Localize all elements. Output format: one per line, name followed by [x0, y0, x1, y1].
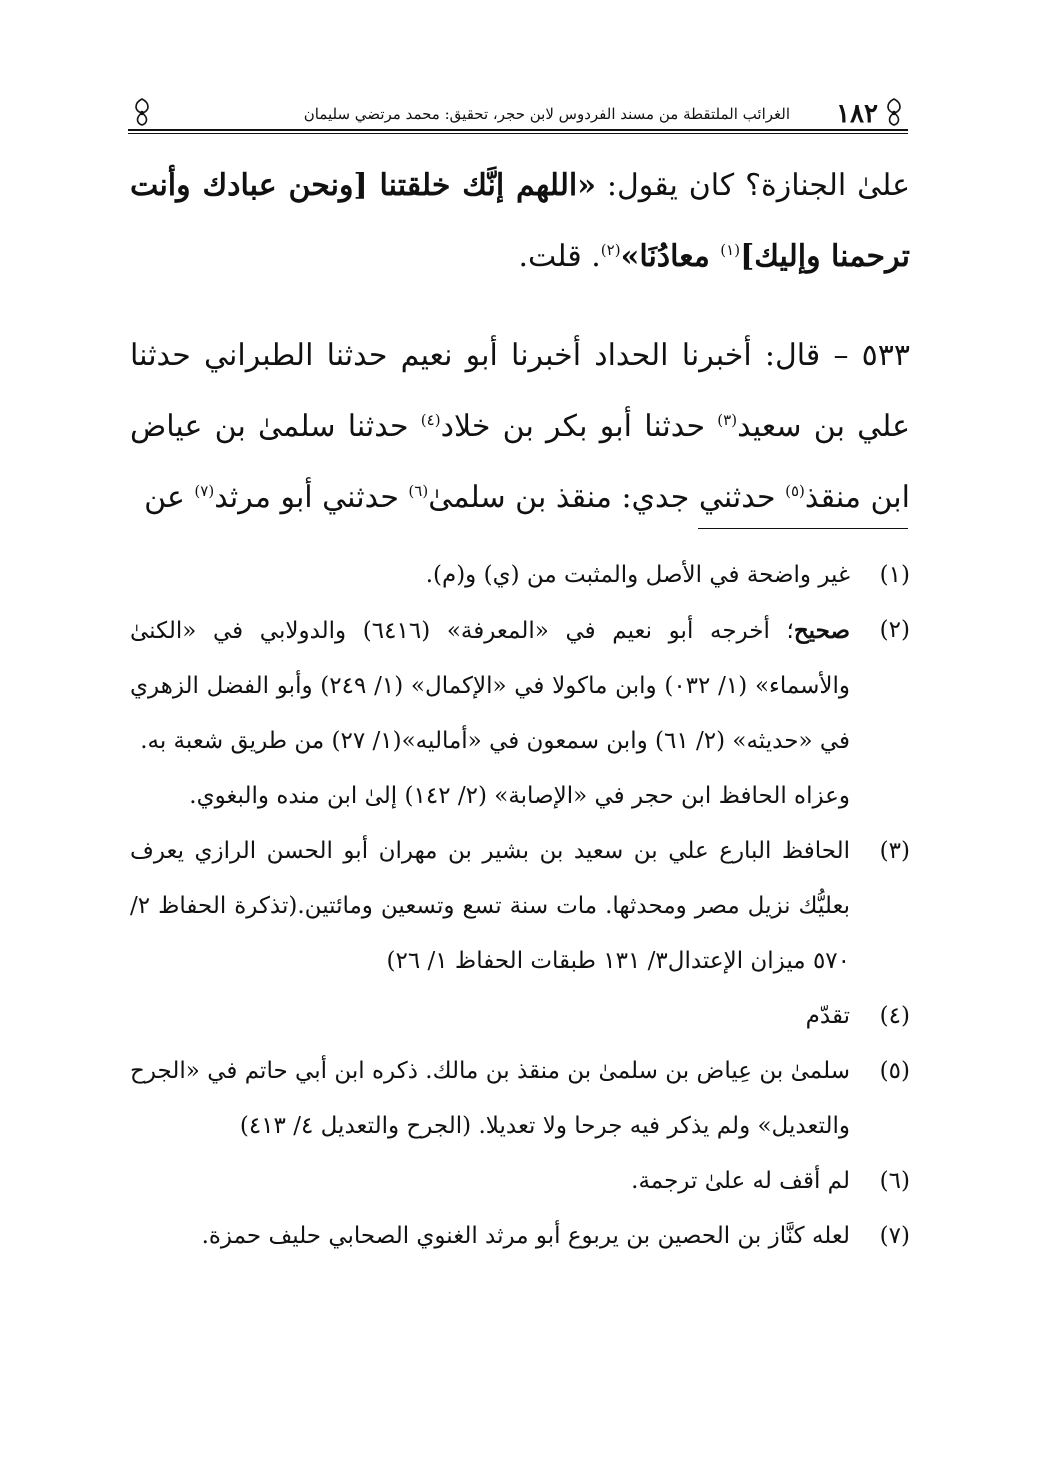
footnote-text: غير واضحة في الأصل والمثبت من (ي) و(م).: [425, 562, 850, 588]
body-text: علىٰ الجنازة؟ كان يقول:: [595, 168, 910, 203]
running-title: الغرائب الملتقطة من مسند الفردوس لابن حجر، تحقيق: محمد مرتضي سليمان: [303, 105, 790, 123]
footnote-ref[interactable]: (٦): [408, 482, 429, 500]
grading-keyword: صحيح: [793, 617, 850, 644]
footnote-text: الحافظ البارع علي بن سعيد بن بشير بن مهران أبو الحسن الرازي يعرف بعليُّك نزيل مصر ومحدثها. مات سنة تسع وتسعين ومائتين.(تذكرة الحفاظ ٢/ ٥٧٠ ميزان الإعتدال٣/ ١٣١ طبقات الحفاظ ١/ ٢٦): [130, 838, 850, 974]
hadith-text: معادُنَا»: [620, 239, 721, 274]
ornament-icon: [880, 97, 908, 127]
footnote-number: (١): [879, 562, 910, 588]
footnote-number: (٤): [879, 1003, 910, 1029]
body-text: حدثنا سلمىٰ بن عياض ابن منقذ: [130, 409, 910, 515]
footnote-ref[interactable]: (٥): [785, 482, 805, 500]
footnote-number: (٥): [879, 1058, 910, 1084]
footnote-ref[interactable]: (٧): [194, 482, 215, 500]
body-text: . قلت.: [518, 239, 601, 274]
footnote-4: [130, 989, 910, 1044]
footnote-text: سلمىٰ بن عِياض بن سلمىٰ بن منقذ بن مالك. ذكره ابن أبي حاتم في «الجرح والتعديل» ولم يذكر فيه جرحا ولا تعديلا. (الجرح والتعديل ٤/ ٤١٣): [130, 1058, 850, 1139]
footnote-ref[interactable]: (٣): [717, 411, 738, 429]
footnote-number: (٧): [879, 1223, 910, 1249]
body-text: ٥٣٣ – قال: أخبرنا الحداد أخبرنا أبو نعيم حدثنا الطبراني حدثنا علي بن سعيد: [130, 338, 911, 444]
hadith-text: «اللهم إنَّك خلقتنا [ونحن عبادك وأنت ترحمنا وإليك]: [130, 168, 910, 274]
footnote-ref[interactable]: (٢): [600, 241, 621, 259]
footnote-ref[interactable]: (٤): [420, 411, 441, 429]
page-number: ١٨٢: [836, 99, 878, 129]
body-text: عن: [144, 480, 195, 515]
footnote-5: [130, 1044, 910, 1154]
footnote-ref[interactable]: (١): [720, 241, 741, 259]
footnote-separator: [698, 528, 908, 529]
paragraph-continuation: [130, 150, 910, 292]
footnote-number: (٢): [879, 617, 910, 643]
footnote-1: [130, 548, 910, 603]
header-rule-thin: [128, 133, 908, 134]
ornament-icon: [128, 97, 156, 127]
footnote-text: لعله كنَّاز بن الحصين بن يربوع أبو مرثد الغنوي الصحابي حليف حمزة.: [201, 1223, 850, 1249]
footnote-7: [130, 1209, 910, 1264]
footnote-number: (٦): [879, 1168, 910, 1194]
body-text: حدثنا أبو بكر بن خلاد: [440, 409, 718, 444]
body-text: حدثني أبو مرثد: [214, 480, 409, 515]
footnote-3: [130, 824, 910, 989]
footnote-text: لم أقف له علىٰ ترجمة.: [631, 1168, 850, 1194]
body-text: حدثني جدي: منقذ بن سلمىٰ: [428, 480, 786, 515]
header-rule: [128, 129, 908, 131]
footnote-number: (٣): [879, 838, 910, 864]
page-header: [128, 95, 908, 135]
footnotes: [130, 548, 910, 1264]
footnote-text: تقدّم: [805, 1003, 850, 1029]
footnote-2: [130, 603, 910, 769]
footnote-6: [130, 1154, 910, 1209]
footnote-text: ؛ أخرجه أبو نعيم في «المعرفة» (٦٤١٦) والدولابي في «الكنىٰ والأسماء» (١/ ٠٣٢) وابن ماكولا في «الإكمال» (١/ ٢٤٩) وأبو الفضل الزهري في «حديثه» (٢/ ٦١) وابن سمعون في «أماليه»(١/ ٢٧) من طريق شعبة به.: [130, 618, 851, 754]
hadith-533-paragraph: [130, 320, 910, 533]
footnote-2-continuation: وعزاه الحافظ ابن حجر في «الإصابة» (٢/ ١٤٢) إلىٰ ابن منده والبغوي.: [189, 783, 850, 809]
